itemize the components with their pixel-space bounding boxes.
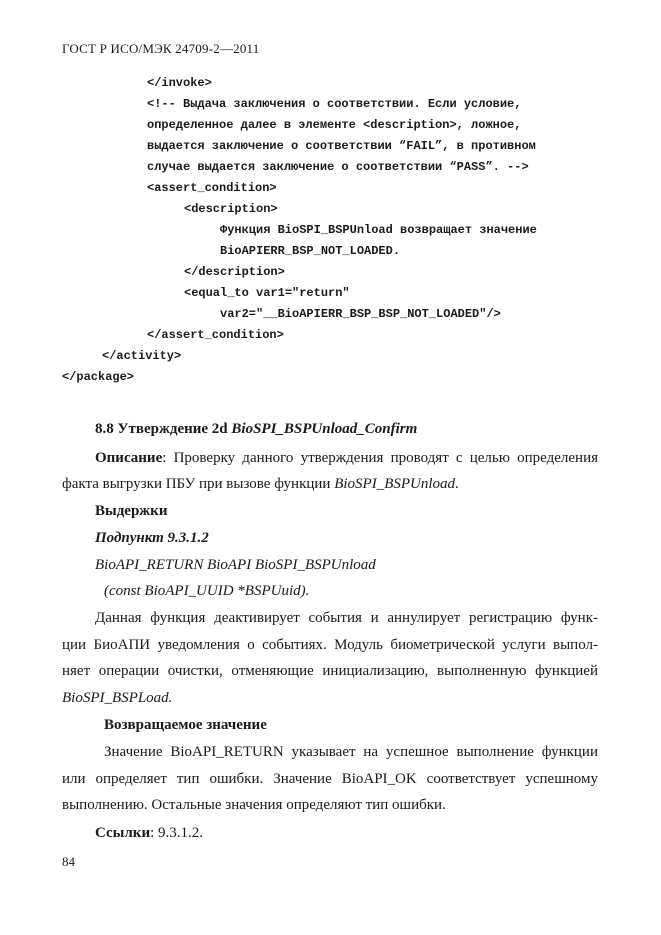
body-line: BioSPI_BSPLoad. [62, 690, 173, 706]
code-line: случае выдается заключение о соответствии “PASS”. --> [147, 160, 529, 174]
references-value: : 9.3.1.2. [150, 825, 204, 841]
signature-line-1: BioAPI_RETURN BioAPI BioSPI_BSPUnload [95, 557, 376, 573]
code-line: <!-- Выдача заключения о соответствии. Если условие, [147, 97, 522, 111]
description-text: . [455, 476, 459, 492]
description-line-2 [62, 477, 459, 492]
references-line [95, 826, 203, 841]
excerpts-heading: Выдержки [95, 503, 168, 519]
code-line: </package> [62, 370, 135, 384]
body-line: Данная функция деактивирует события и аннулирует регистрацию функ- [95, 610, 598, 626]
code-line: <equal_to var1="return" [184, 286, 350, 300]
code-line: </invoke> [147, 76, 212, 90]
code-line: var2="__BioAPIERR_BSP_BSP_NOT_LOADED"/> [220, 307, 501, 321]
description-text: факта выгрузки ПБУ при вызове функции [62, 476, 335, 492]
description-text: : Проверку данного утверждения проводят с целью определения [162, 450, 598, 466]
code-line: </assert_condition> [147, 328, 284, 342]
document-header: ГОСТ Р ИСО/МЭК 24709-2—2011 [62, 41, 260, 56]
code-line: BioAPIERR_BSP_NOT_LOADED. [220, 244, 401, 258]
section-number: 8.8 Утверждение 2d [95, 421, 232, 437]
code-line: <description> [184, 202, 278, 216]
code-line: выдается заключение о соответствии “FAIL”, в противном [147, 139, 536, 153]
references-label: Ссылки [95, 825, 151, 841]
section-heading [95, 422, 417, 437]
return-value-line: выполнению. Остальные значения определяют тип ошибки. [62, 797, 446, 813]
code-line: определенное далее в элементе <description>, ложное, [147, 118, 522, 132]
return-value-heading: Возвращаемое значение [104, 717, 267, 733]
subclause-heading: Подпункт 9.3.1.2 [95, 530, 209, 546]
code-line: <assert_condition> [147, 181, 277, 195]
function-name: BioSPI_BSPUnload [334, 476, 456, 492]
body-line: ции БиоАПИ уведомления о событиях. Модуль биометрической услуги выпол- [62, 637, 598, 653]
return-value-line: Значение BioAPI_RETURN указывает на успешное выполнение функции [104, 744, 598, 760]
body-line: няет операции очистки, отменяющие инициализацию, выполненную функцией [62, 663, 598, 679]
code-line: </activity> [102, 349, 182, 363]
page-number: 84 [62, 854, 75, 869]
return-value-line: или определяет тип ошибки. Значение BioAPI_OK соответствует успешному [62, 771, 598, 787]
description-line-1 [62, 451, 598, 466]
code-line: Функция BioSPI_BSPUnload возвращает значение [220, 223, 537, 237]
section-name: BioSPI_BSPUnload_Confirm [231, 421, 418, 437]
signature-line-2: (const BioAPI_UUID *BSPUuid). [104, 583, 310, 599]
code-line: </description> [184, 265, 285, 279]
description-label: Описание [95, 450, 163, 466]
